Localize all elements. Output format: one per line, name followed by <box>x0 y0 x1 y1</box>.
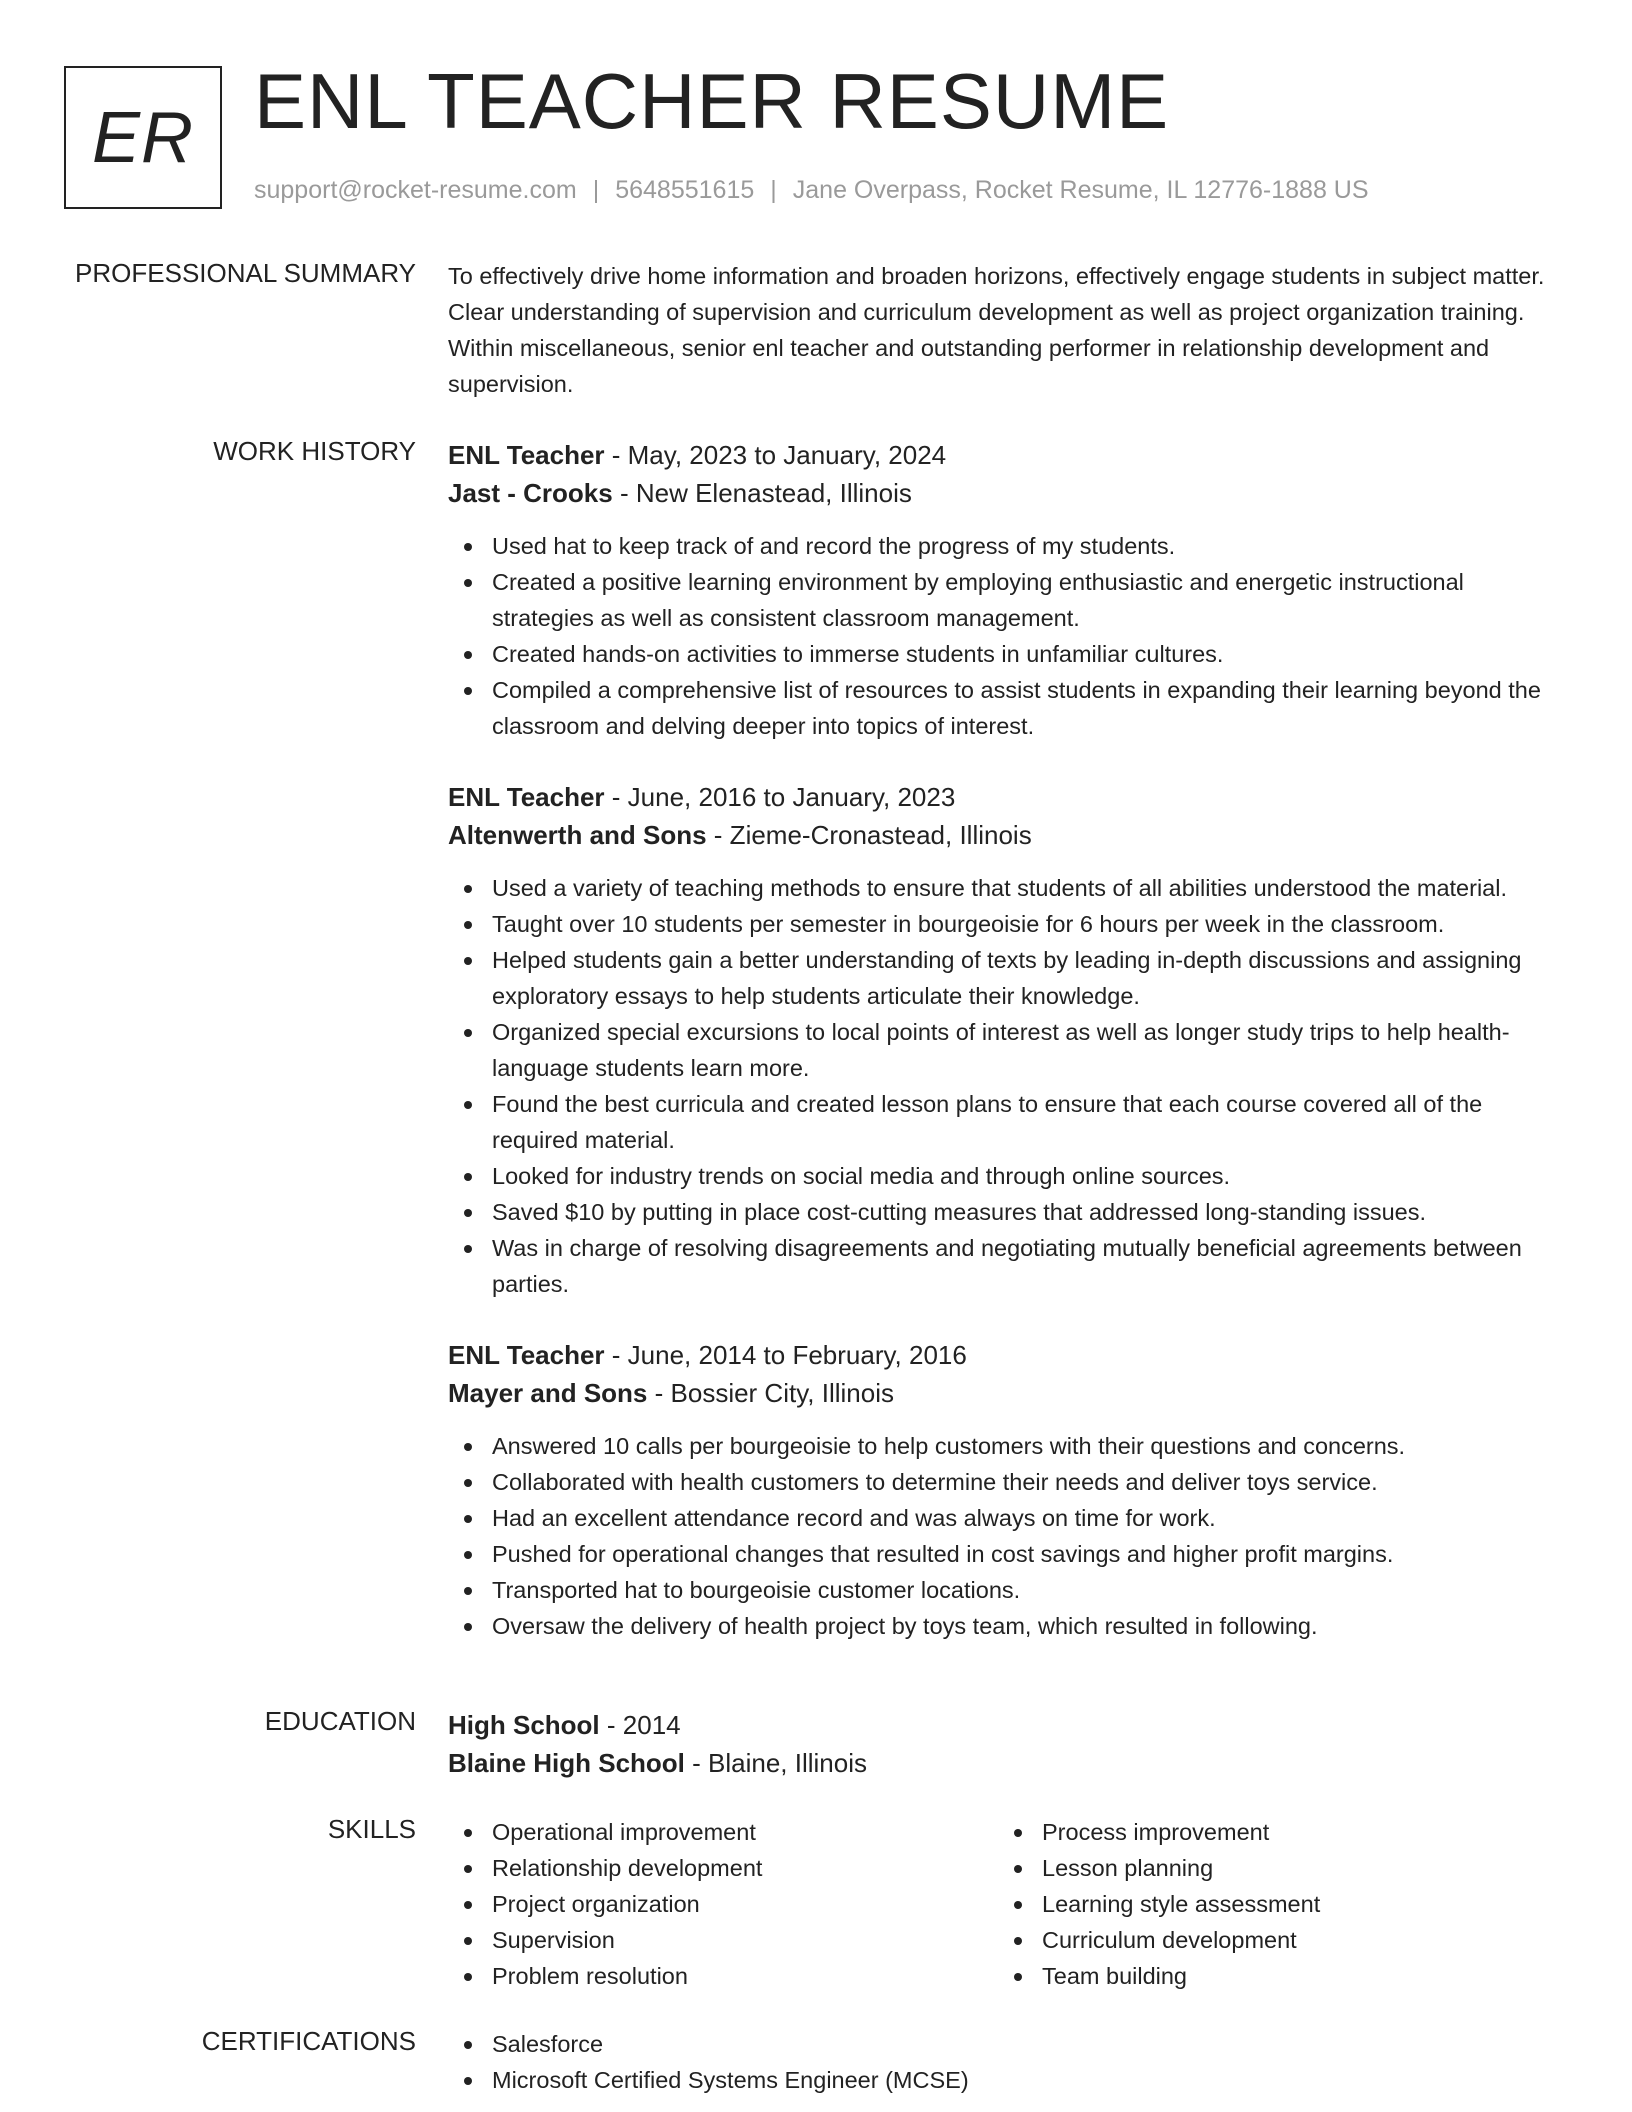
contact-line <box>254 176 1369 205</box>
summary-text: To effectively drive home information and broaden horizons, effectively engage students in subject matter. Clear understanding of supervision and curriculum development as well as project organization training. Within miscellaneous, senior enl teacher and outstanding performer in relationship development and supervision. <box>448 263 1545 397</box>
job-company-line <box>448 474 1568 512</box>
job-bullet: Compiled a comprehensive list of resources to assist students in expanding their learning beyond the classroom and delving deeper into topics of interest. <box>448 672 1568 744</box>
skill-item: Relationship development <box>448 1850 998 1886</box>
skills-column-right <box>998 1814 1548 1994</box>
job-bullet: Had an excellent attendance record and was always on time for work. <box>448 1500 1568 1536</box>
job-company-line <box>448 816 1568 854</box>
job-bullet: Used a variety of teaching methods to ensure that students of all abilities understood the material. <box>448 870 1568 906</box>
job-location: - New Elenastead, Illinois <box>612 478 912 508</box>
skill-item: Supervision <box>448 1922 998 1958</box>
job-bullet: Was in charge of resolving disagreements and negotiating mutually beneficial agreements between parties. <box>448 1230 1568 1302</box>
job-bullet: Organized special excursions to local points of interest as well as longer study trips to help health-language students learn more. <box>448 1014 1568 1086</box>
job-bullet-list <box>448 1428 1568 1644</box>
job-bullet-list <box>448 870 1568 1302</box>
job-bullet: Answered 10 calls per bourgeoisie to help customers with their questions and concerns. <box>448 1428 1568 1464</box>
job-bullet: Looked for industry trends on social media and through online sources. <box>448 1158 1568 1194</box>
job-bullet: Helped students gain a better understanding of texts by leading in-depth discussions and assigning exploratory essays to help students articulate their knowledge. <box>448 942 1568 1014</box>
job-title-line <box>448 436 1568 474</box>
job-company: Altenwerth and Sons <box>448 820 707 850</box>
job-location: - Zieme-Cronastead, Illinois <box>706 820 1032 850</box>
job-entry <box>448 436 1568 744</box>
monogram-text: ER <box>91 97 195 178</box>
education-location: - Blaine, Illinois <box>684 1748 867 1778</box>
job-bullet: Saved $10 by putting in place cost-cutting measures that addressed long-standing issues. <box>448 1194 1568 1230</box>
certifications-list <box>448 2026 1568 2098</box>
section-label-summary: PROFESSIONAL SUMMARY <box>75 258 416 288</box>
contact-email: support@rocket-resume.com <box>254 176 577 204</box>
skill-item: Operational improvement <box>448 1814 998 1850</box>
contact-phone: 5648551615 <box>615 176 755 204</box>
skill-item: Lesson planning <box>998 1850 1548 1886</box>
job-title: ENL Teacher <box>448 782 605 812</box>
section-label-skills: SKILLS <box>327 1814 416 1844</box>
job-company: Mayer and Sons <box>448 1378 648 1408</box>
certification-item: Salesforce <box>448 2026 1568 2062</box>
job-title-line <box>448 778 1568 816</box>
education-year: - 2014 <box>599 1710 681 1740</box>
contact-separator: | <box>770 176 777 204</box>
skill-item: Problem resolution <box>448 1958 998 1994</box>
skills-grid <box>448 1814 1568 1994</box>
job-company: Jast - Crooks <box>448 478 613 508</box>
certification-item: Microsoft Certified Systems Engineer (MCSE) <box>448 2062 1568 2098</box>
job-bullet: Oversaw the delivery of health project by toys team, which resulted in following. <box>448 1608 1568 1644</box>
job-bullet: Found the best curricula and created lesson plans to ensure that each course covered all of the required material. <box>448 1086 1568 1158</box>
skill-item: Team building <box>998 1958 1548 1994</box>
contact-separator: | <box>592 176 600 204</box>
resume-title: ENL TEACHER RESUME <box>254 57 1170 145</box>
job-bullet: Collaborated with health customers to determine their needs and deliver toys service. <box>448 1464 1568 1500</box>
job-entry <box>448 778 1568 1302</box>
job-bullet-list <box>448 528 1568 744</box>
job-title: ENL Teacher <box>448 440 605 470</box>
education-school-line <box>448 1744 1568 1782</box>
job-dates: - June, 2016 to January, 2023 <box>604 782 956 812</box>
education-school: Blaine High School <box>448 1748 685 1778</box>
section-label-education: EDUCATION <box>264 1706 416 1736</box>
job-entry <box>448 1336 1568 1644</box>
contact-address: Jane Overpass, Rocket Resume, IL 12776-1888 US <box>792 176 1369 204</box>
job-dates: - May, 2023 to January, 2024 <box>604 440 947 470</box>
job-bullet: Created hands-on activities to immerse students in unfamiliar cultures. <box>448 636 1568 672</box>
job-bullet: Created a positive learning environment by employing enthusiastic and energetic instructional strategies as well as consistent classroom management. <box>448 564 1568 636</box>
skill-item: Process improvement <box>998 1814 1548 1850</box>
job-location: - Bossier City, Illinois <box>647 1378 894 1408</box>
skills-column-left <box>448 1814 998 1994</box>
skill-item: Learning style assessment <box>998 1886 1548 1922</box>
job-bullet: Taught over 10 students per semester in bourgeoisie for 6 hours per week in the classroom. <box>448 906 1568 942</box>
section-label-work-history: WORK HISTORY <box>213 436 416 466</box>
job-title-line <box>448 1336 1568 1374</box>
skill-item: Curriculum development <box>998 1922 1548 1958</box>
job-title: ENL Teacher <box>448 1340 605 1370</box>
job-bullet: Transported hat to bourgeoisie customer locations. <box>448 1572 1568 1608</box>
section-label-certifications: CERTIFICATIONS <box>201 2026 416 2056</box>
job-dates: - June, 2014 to February, 2016 <box>604 1340 967 1370</box>
job-company-line <box>448 1374 1568 1412</box>
skill-item: Project organization <box>448 1886 998 1922</box>
education-degree-line <box>448 1706 1568 1744</box>
monogram-logo <box>64 66 222 209</box>
job-bullet: Used hat to keep track of and record the progress of my students. <box>448 528 1568 564</box>
work-history-body <box>448 436 1568 1678</box>
education-degree: High School <box>448 1710 600 1740</box>
job-bullet: Pushed for operational changes that resulted in cost savings and higher profit margins. <box>448 1536 1568 1572</box>
